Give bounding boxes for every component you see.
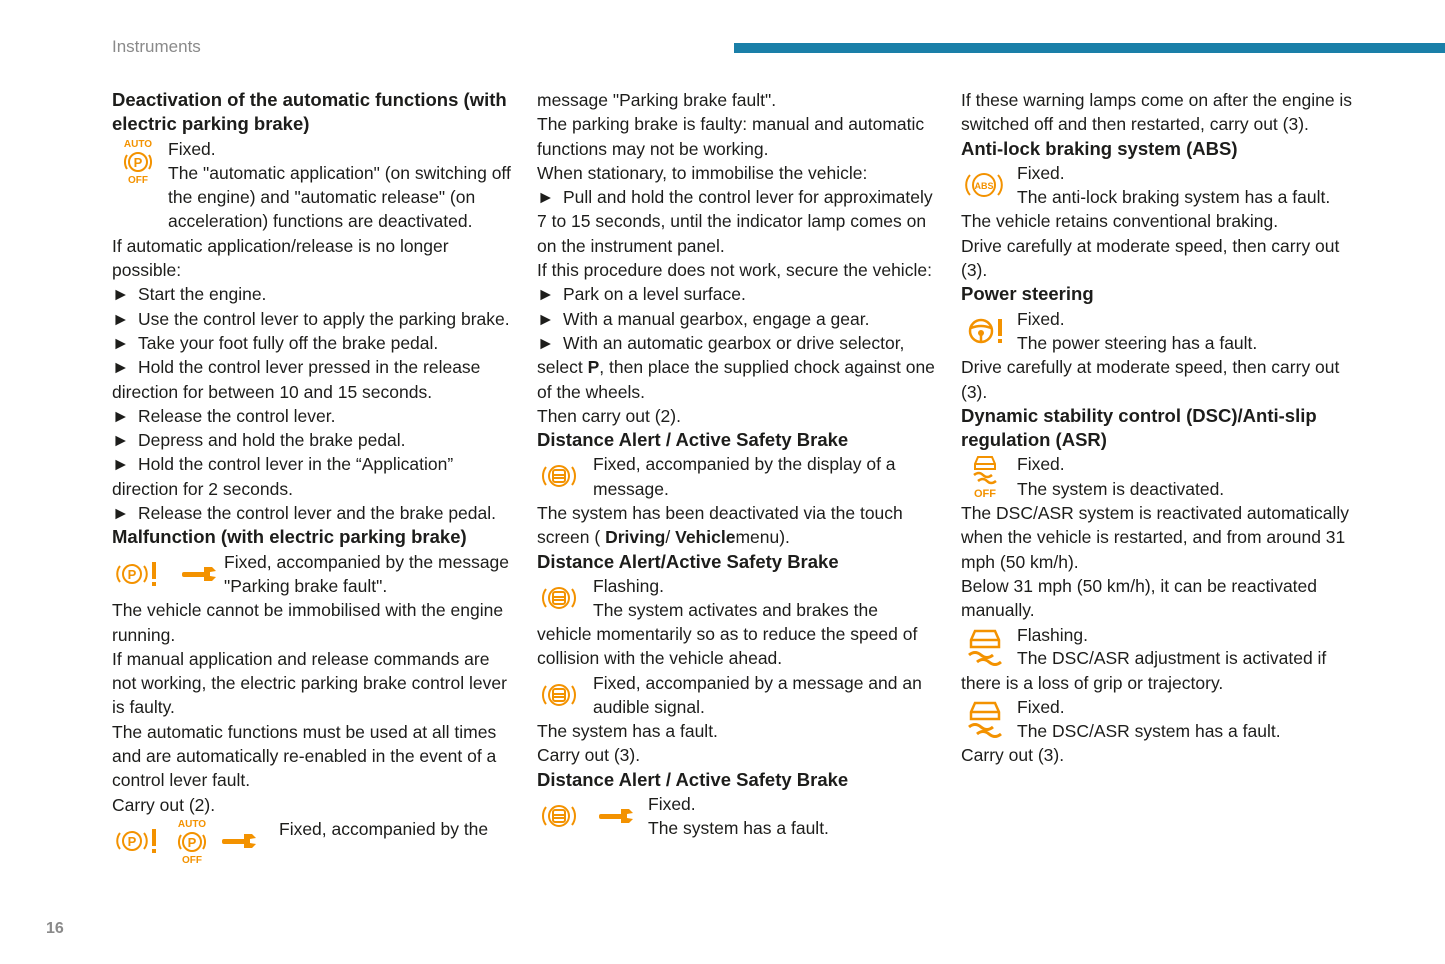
lamp-block-distance-alert-service — [537, 792, 937, 841]
text-message-fault: message "Parking brake fault". — [537, 90, 777, 110]
list-item: ► Hold the control lever pressed in the release direction for between 10 and 15 seconds. — [112, 357, 481, 402]
text-no-longer-possible: If automatic application/release is no longer possible: — [112, 235, 449, 281]
wrench-service-icon — [599, 806, 635, 826]
parking-brake-warning-icon — [114, 559, 162, 589]
lamp-block-parking-brake-fault — [112, 550, 512, 599]
list-item: ► Depress and hold the brake pedal. — [112, 430, 406, 451]
list-item: ► Take your foot fully off the brake pedal. — [112, 332, 439, 353]
list-item: ► Release the control lever. — [112, 405, 336, 426]
lamp-block-dsc-flashing — [961, 623, 1353, 671]
lamp-block-dsc-off — [961, 452, 1353, 501]
svg-text:OFF: OFF — [182, 854, 202, 864]
abs-warning-icon — [963, 168, 1005, 202]
lamp-block-power-steering — [961, 307, 1353, 356]
text-fixed: Fixed. — [168, 138, 216, 159]
text-carry-out-3: Carry out (3). — [537, 745, 641, 766]
text-deactivated-touch-screen: The system has been deactivated via the touch screen ( Driving/ Vehiclemenu). — [537, 503, 903, 548]
wrench-service-icon — [222, 831, 258, 851]
distance-alert-icon — [539, 459, 579, 493]
lamp-block-distance-alert-fault — [537, 671, 937, 720]
power-steering-warning-icon — [963, 314, 1007, 348]
text-cannot-immobilise: The vehicle cannot be immobilised with the engine running. — [112, 600, 504, 645]
svg-text:P: P — [133, 154, 143, 170]
text-automatic-functions: The automatic functions must be used at all times and are automatically re-enabled in the event of a control lever fault. — [112, 721, 497, 791]
text-fixed-accompanied: Fixed, accompanied by the — [279, 818, 489, 839]
heading-distance-alert-3: Distance Alert / Active Safety Brake — [537, 768, 849, 790]
text-flashing: Flashing. — [1017, 624, 1089, 645]
heading-abs: Anti-lock braking system (ABS) — [961, 137, 1238, 159]
text-fixed-fault-message: Fixed, accompanied by the message "Parking brake fault". — [224, 551, 510, 596]
text-fixed-audible-signal: Fixed, accompanied by a message and an audible signal. — [593, 672, 922, 717]
text-system-deactivated: The system is deactivated. — [1017, 478, 1225, 499]
text-procedure: If this procedure does not work, secure the vehicle: — [537, 260, 932, 281]
dsc-asr-icon — [965, 699, 1005, 739]
heading-distance-alert-2: Distance Alert/Active Safety Brake — [537, 550, 839, 572]
list-item: ► Park on a level surface. — [537, 284, 746, 305]
heading-power-steering: Power steering — [961, 283, 1094, 305]
text-brake-faulty: The parking brake is faulty: manual and automatic functions may not be working. — [537, 114, 925, 159]
parking-brake-warning-icon — [114, 826, 162, 856]
text-drive-carefully: Drive carefully at moderate speed, then carry out (3). — [961, 235, 1340, 281]
list-item: ► With an automatic gearbox or drive selector, select P, then place the supplied chock against one of the wheels. — [537, 332, 935, 402]
svg-text:OFF: OFF — [974, 488, 996, 499]
svg-text:P: P — [127, 833, 137, 849]
text-then-carry-out: Then carry out (2). — [537, 405, 681, 426]
text-deactivated: The "automatic application" (on switching off the engine) and "automatic release" (on acceleration) functions are deactivated. — [168, 162, 511, 232]
list-item: ► Use the control lever to apply the parking brake. — [112, 308, 510, 329]
distance-alert-icon — [539, 678, 579, 712]
list-item: ► Pull and hold the control lever for approximately 7 to 15 seconds, until the indicator lamp comes on on the instrument panel. — [537, 187, 933, 256]
text-fixed: Fixed. — [1017, 308, 1065, 329]
page-number: 16 — [46, 920, 64, 937]
text-fixed: Fixed. — [1017, 696, 1065, 717]
lamp-block-distance-alert-deactivated — [537, 452, 937, 501]
heading-distance-alert-1: Distance Alert / Active Safety Brake — [537, 429, 849, 451]
column-2 — [537, 88, 937, 841]
list-item: ► With a manual gearbox, engage a gear. — [537, 308, 870, 329]
heading-deactivation: Deactivation of the automatic functions (with electric parking brake) — [112, 89, 507, 135]
wrench-service-icon — [182, 564, 218, 584]
distance-alert-icon — [539, 581, 579, 615]
heading-dsc-asr: Dynamic stability control (DSC)/Anti-slip regulation (ASR) — [961, 404, 1317, 451]
text-dsc-fault: The DSC/ASR system has a fault. — [1017, 721, 1281, 742]
text-fixed: Fixed. — [1017, 454, 1065, 475]
text-reactivated-manually: Below 31 mph (50 km/h), it can be reactivated manually. — [961, 575, 1318, 621]
text-fixed: Fixed. — [1017, 162, 1065, 183]
text-drive-carefully: Drive carefully at moderate speed, then carry out (3). — [961, 357, 1340, 402]
heading-malfunction: Malfunction (with electric parking brake) — [112, 526, 467, 548]
column-3 — [961, 88, 1353, 768]
list-item: ► Release the control lever and the brake pedal. — [112, 503, 497, 524]
text-lever-faulty: If manual application and release commands are not working, the electric parking brake control lever is faulty. — [112, 648, 507, 718]
svg-text:P: P — [187, 834, 197, 850]
text-dsc-reactivated: The DSC/ASR system is reactivated automatically when the vehicle is restarted, and from around 31 mph (50 km/h). — [961, 503, 1350, 572]
svg-text:OFF: OFF — [128, 174, 148, 184]
lamp-block-abs — [961, 161, 1353, 210]
section-title: Instruments — [112, 37, 201, 56]
text-carry-out-3: Carry out (3). — [961, 745, 1065, 766]
lamp-block-distance-alert-flashing — [537, 574, 937, 622]
list-item: ► Hold the control lever in the “Application” direction for 2 seconds. — [112, 454, 454, 499]
lamp-block-dsc-fault — [961, 695, 1353, 744]
column-1 — [112, 88, 512, 865]
text-dsc-adjustment: The DSC/ASR adjustment is activated if there is a loss of grip or trajectory. — [961, 648, 1327, 693]
svg-text:AUTO: AUTO — [123, 138, 153, 150]
distance-alert-icon — [539, 799, 579, 833]
text-system-activates: The system activates and brakes the vehicle momentarily so as to reduce the speed of collision with the vehicle ahead. — [537, 599, 918, 669]
text-system-fault: The system has a fault. — [537, 721, 718, 742]
header-accent-bar — [734, 43, 1445, 53]
text-lamps-after-restart: If these warning lamps come on after the engine is switched off and then restarted, carry out (3). — [961, 90, 1353, 135]
text-fixed: Fixed. — [648, 794, 696, 815]
auto-parking-brake-off-icon — [120, 138, 156, 184]
text-when-stationary: When stationary, to immobilise the vehicle: — [537, 162, 868, 183]
text-flashing: Flashing. — [593, 575, 665, 596]
svg-text:P: P — [127, 566, 137, 582]
svg-text:AUTO: AUTO — [177, 818, 207, 830]
svg-text:ABS: ABS — [974, 180, 994, 191]
text-fixed-display-message: Fixed, accompanied by the display of a message. — [593, 454, 896, 499]
text-carry-out: Carry out (2). — [112, 794, 216, 815]
text-abs-fault: The anti-lock braking system has a fault. — [1017, 187, 1331, 208]
auto-parking-brake-off-icon — [174, 818, 210, 864]
text-conventional-braking: The vehicle retains conventional braking. — [961, 211, 1279, 232]
list-item: ► Start the engine. — [112, 284, 267, 305]
dsc-off-icon — [969, 454, 1001, 498]
lamp-block-auto-off — [112, 137, 512, 234]
dsc-asr-icon — [965, 627, 1005, 667]
text-system-fault: The system has a fault. — [648, 818, 829, 839]
lamp-block-combined-fault — [112, 817, 512, 865]
text-power-steering-fault: The power steering has a fault. — [1017, 332, 1258, 353]
